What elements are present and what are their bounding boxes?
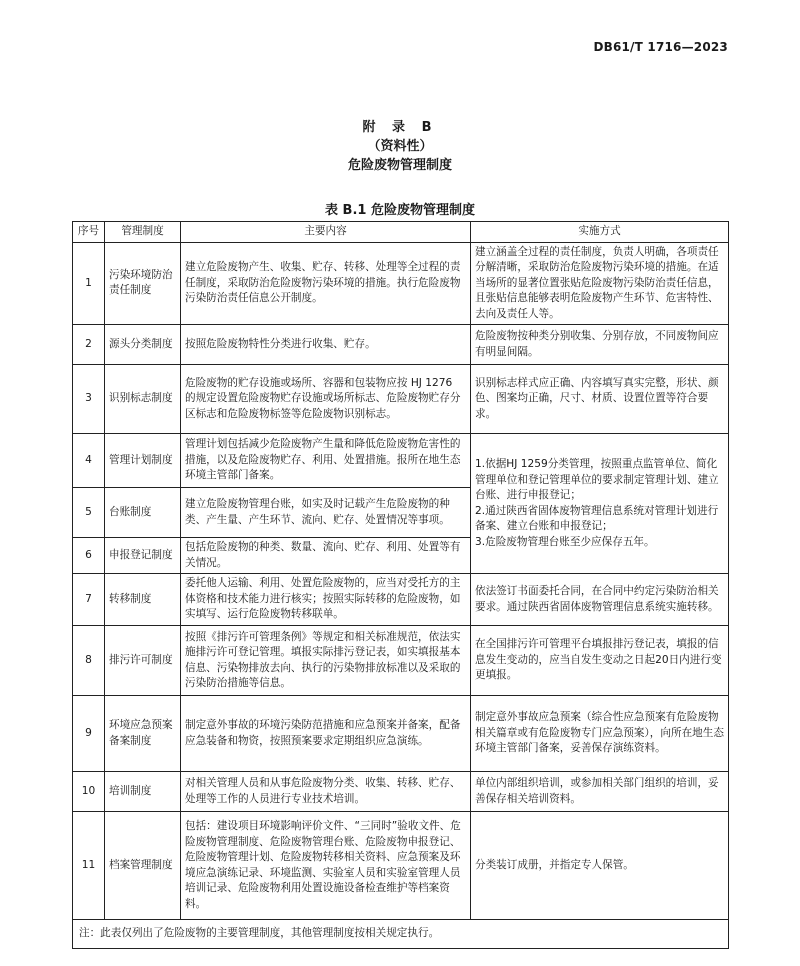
table-row — [73, 434, 729, 488]
table-header-row — [73, 222, 729, 243]
main-content: 包括：建设项目环境影响评价文件、“三同时”验收文件、危险废物管理制度、危险废物管理台账、危险废物申报登记、危险废物管理计划、危险废物转移相关资料、应急预案及环境应急演练记录、环境监测、实验室人员和实验室管理人员培训记录、危险废物利用处置设施设备检查维护等档案资料。 — [181, 812, 471, 920]
implementation-method: 1.依据HJ 1259分类管理，按照重点监管单位、简化管理单位和登记管理单位的要求制定管理计划、建立台账、进行申报登记； 2.通过陕西省固体废物管理信息系统对管理计划进行备案、建立台账和申报登记； 3.危险废物管理台账至少应保存五年。 — [471, 434, 729, 574]
implementation-method: 在全国排污许可管理平台填报排污登记表，填报的信息发生变动的，应当自发生变动之日起20日内进行变更填报。 — [471, 626, 729, 696]
main-content: 建立危险废物管理台账，如实及时记载产生危险废物的种类、产生量、产生环节、流向、贮存、处置情况等事项。 — [181, 488, 471, 538]
implementation-method: 分类装订成册，并指定专人保管。 — [471, 812, 729, 920]
table-row — [73, 812, 729, 920]
appendix-label: 附 录 B — [362, 120, 438, 135]
main-content: 管理计划包括减少危险废物产生量和降低危险废物危害性的措施，以及危险废物贮存、利用、处置措施。报所在地生态环境主管部门备案。 — [181, 434, 471, 488]
system-name: 识别标志制度 — [105, 365, 181, 434]
table-row — [73, 574, 729, 626]
implementation-method: 单位内部组织培训，或参加相关部门组织的培训，妥善保存相关培训资料。 — [471, 772, 729, 812]
system-name: 转移制度 — [105, 574, 181, 626]
management-system-table — [72, 221, 729, 949]
row-number: 6 — [73, 538, 105, 574]
implementation-method: 制定意外事故应急预案（综合性应急预案有危险废物相关篇章或有危险废物专门应急预案），向所在地生态环境主管部门备案，妥善保存演练资料。 — [471, 696, 729, 772]
row-number: 2 — [73, 325, 105, 365]
row-number: 7 — [73, 574, 105, 626]
system-name: 污染环境防治责任制度 — [105, 242, 181, 325]
column-header-method: 实施方式 — [471, 222, 729, 243]
system-name: 源头分类制度 — [105, 325, 181, 365]
appendix-title: 危险废物管理制度 — [347, 158, 452, 173]
row-number: 3 — [73, 365, 105, 434]
column-header-system: 管理制度 — [105, 222, 181, 243]
appendix-nature: （资料性） — [367, 139, 433, 154]
table-note: 注：此表仅列出了危险废物的主要管理制度，其他管理制度按相关规定执行。 — [73, 920, 729, 949]
implementation-method: 依法签订书面委托合同，在合同中约定污染防治相关要求。通过陕西省固体废物管理信息系统实施转移。 — [471, 574, 729, 626]
column-header-no: 序号 — [73, 222, 105, 243]
system-name: 环境应急预案备案制度 — [105, 696, 181, 772]
system-name: 申报登记制度 — [105, 538, 181, 574]
table-row — [73, 242, 729, 325]
table-row — [73, 365, 729, 434]
row-number: 8 — [73, 626, 105, 696]
main-content: 委托他人运输、利用、处置危险废物的，应当对受托方的主体资格和技术能力进行核实；按照实际转移的危险废物，如实填写、运行危险废物转移联单。 — [181, 574, 471, 626]
main-content: 制定意外事故的环境污染防范措施和应急预案并备案，配备应急装备和物资，按照预案要求定期组织应急演练。 — [181, 696, 471, 772]
system-name: 培训制度 — [105, 772, 181, 812]
system-name: 排污许可制度 — [105, 626, 181, 696]
row-number: 9 — [73, 696, 105, 772]
column-header-content: 主要内容 — [181, 222, 471, 243]
row-number: 10 — [73, 772, 105, 812]
table-row — [73, 772, 729, 812]
standard-code: DB61/T 1716—2023 — [593, 40, 728, 54]
table-note-row — [73, 920, 729, 949]
table-row — [73, 325, 729, 365]
implementation-method: 建立涵盖全过程的责任制度，负责人明确，各项责任分解清晰，采取防治危险废物污染环境的措施。在适当场所的显著位置张贴危险废物污染防治责任信息，且张贴信息能够表明危险废物产生环节、危害特性、去向及责任人等。 — [471, 242, 729, 325]
main-content: 危险废物的贮存设施或场所、容器和包装物应按 HJ 1276 的规定设置危险废物贮存设施或场所标志、危险废物贮存分区标志和危险废物标签等危险废物识别标志。 — [181, 365, 471, 434]
table-row — [73, 626, 729, 696]
row-number: 5 — [73, 488, 105, 538]
main-content: 按照危险废物特性分类进行收集、贮存。 — [181, 325, 471, 365]
system-name: 管理计划制度 — [105, 434, 181, 488]
table-row — [73, 696, 729, 772]
system-name: 台账制度 — [105, 488, 181, 538]
row-number: 4 — [73, 434, 105, 488]
main-content: 对相关管理人员和从事危险废物分类、收集、转移、贮存、处理等工作的人员进行专业技术培训。 — [181, 772, 471, 812]
row-number: 11 — [73, 812, 105, 920]
main-content: 按照《排污许可管理条例》等规定和相关标准规范，依法实施排污许可登记管理。填报实际排污登记表，如实填报基本信息、污染物排放去向、执行的污染物排放标准以及采取的污染防治措施等信息。 — [181, 626, 471, 696]
main-content: 建立危险废物产生、收集、贮存、转移、处理等全过程的责任制度，采取防治危险废物污染环境的措施。执行危险废物污染防治责任信息公开制度。 — [181, 242, 471, 325]
main-content: 包括危险废物的种类、数量、流向、贮存、利用、处置等有关情况。 — [181, 538, 471, 574]
system-name: 档案管理制度 — [105, 812, 181, 920]
appendix-heading — [0, 118, 800, 175]
row-number: 1 — [73, 242, 105, 325]
implementation-method: 识别标志样式应正确、内容填写真实完整，形状、颜色、图案均正确，尺寸、材质、设置位置等符合要求。 — [471, 365, 729, 434]
implementation-method: 危险废物按种类分别收集、分别存放，不同废物间应有明显间隔。 — [471, 325, 729, 365]
table-caption: 表 B.1 危险废物管理制度 — [325, 203, 475, 218]
